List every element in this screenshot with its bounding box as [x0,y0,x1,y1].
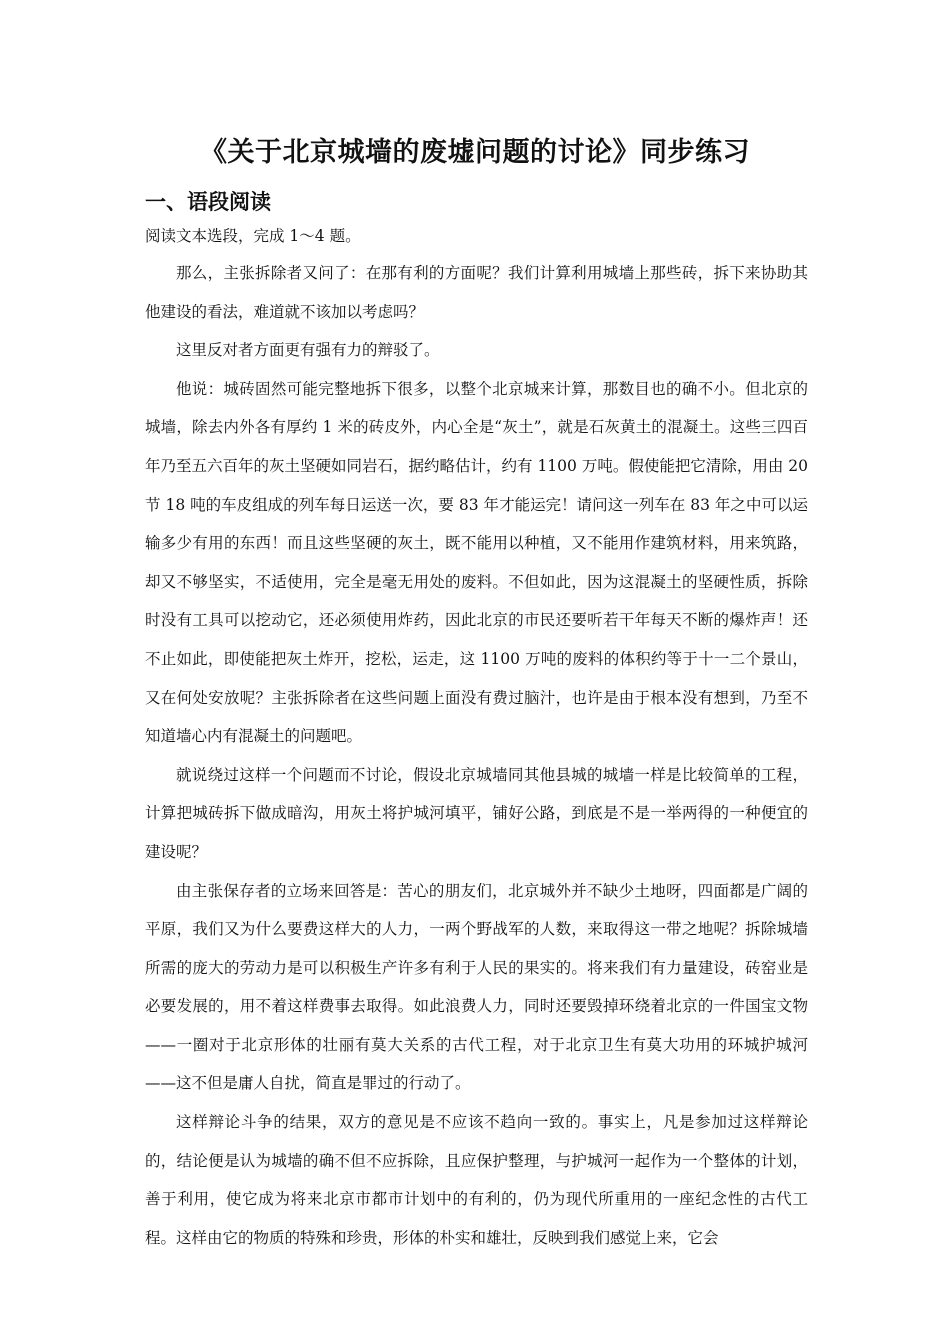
section-heading: 一、语段阅读 [145,190,271,214]
paragraph: 这样辩论斗争的结果，双方的意见是不应该不趋向一致的。事实上，凡是参加过这样辩论的，结论便是认为城墙的确不但不应拆除，且应保护整理，与护城河一起作为一个整体的计划，善于利用，使它成为将来北京市都市计划中的有利的，仍为现代所重用的一座纪念性的古代工程。这样由它的物质的特殊和珍贵，形体的朴实和雄壮，反映到我们感觉上来，它会 [145,1113,808,1247]
document-title: 《关于北京城墙的废墟问题的讨论》同步练习 [200,137,750,168]
paragraph: 由主张保存者的立场来回答是：苦心的朋友们，北京城外并不缺少土地呀，四面都是广阔的平原，我们又为什么要费这样大的人力，一两个野战军的人数，来取得这一带之地呢？拆除城墙所需的庞大的劳动力是可以积极生产许多有利于人民的果实的。将来我们有力量建设，砖窑业是必要发展的，用不着这样费事去取得。如此浪费人力，同时还要毁掉环绕着北京的一件国宝文物——一圈对于北京形体的壮丽有莫大关系的古代工程，对于北京卫生有莫大功用的环城护城河——这不但是庸人自扰，简直是罪过的行动了。 [145,881,808,1093]
paragraph: 就说绕过这样一个问题而不讨论，假设北京城墙同其他县城的城墙一样是比较简单的工程，计算把城砖拆下做成暗沟，用灰土将护城河填平，铺好公路，到底是不是一举两得的一种便宜的建设呢？ [145,765,808,861]
paragraph: 他说：城砖固然可能完整地拆下很多，以整个北京城来计算，那数目也的确不小。但北京的城墙，除去内外各有厚约 1 米的砖皮外，内心全是“灰土”，就是石灰黄土的混凝土。这些三四百年乃至五六百年的灰土坚硬如同岩石，据约略估计，约有 1100 万吨。假使能把它清除，用由 20 节 18 吨的车皮组成的列车每日运送一次，要 83 年才能运完！请问这一列车在 83 年之中可以运输多少有用的东西！而且这些坚硬的灰土，既不能用以种植，又不能用作建筑材料，用来筑路，却又不够坚实，不适使用，完全是毫无用处的废料。不但如此，因为这混凝土的坚硬性质，拆除时没有工具可以挖动它，还必须使用炸药，因此北京的市民还要听若干年每天不断的爆炸声！还不止如此，即使能把灰土炸开，挖松，运走，这 1100 万吨的废料的体积约等于十一二个景山，又在何处安放呢？主张拆除者在这些问题上面没有费过脑汁，也许是由于根本没有想到，乃至不知道墙心内有混凝土的问题吧。 [145,379,808,746]
passage-body [145,254,808,1257]
paragraph: 这里反对者方面更有强有力的辩驳了。 [176,341,440,360]
instruction-text: 阅读文本选段，完成 1～4 题。 [145,227,361,245]
paragraph: 那么，主张拆除者又问了：在那有利的方面呢？我们计算利用城墙上那些砖，拆下来协助其他建设的看法，难道就不该加以考虑吗？ [145,264,808,321]
